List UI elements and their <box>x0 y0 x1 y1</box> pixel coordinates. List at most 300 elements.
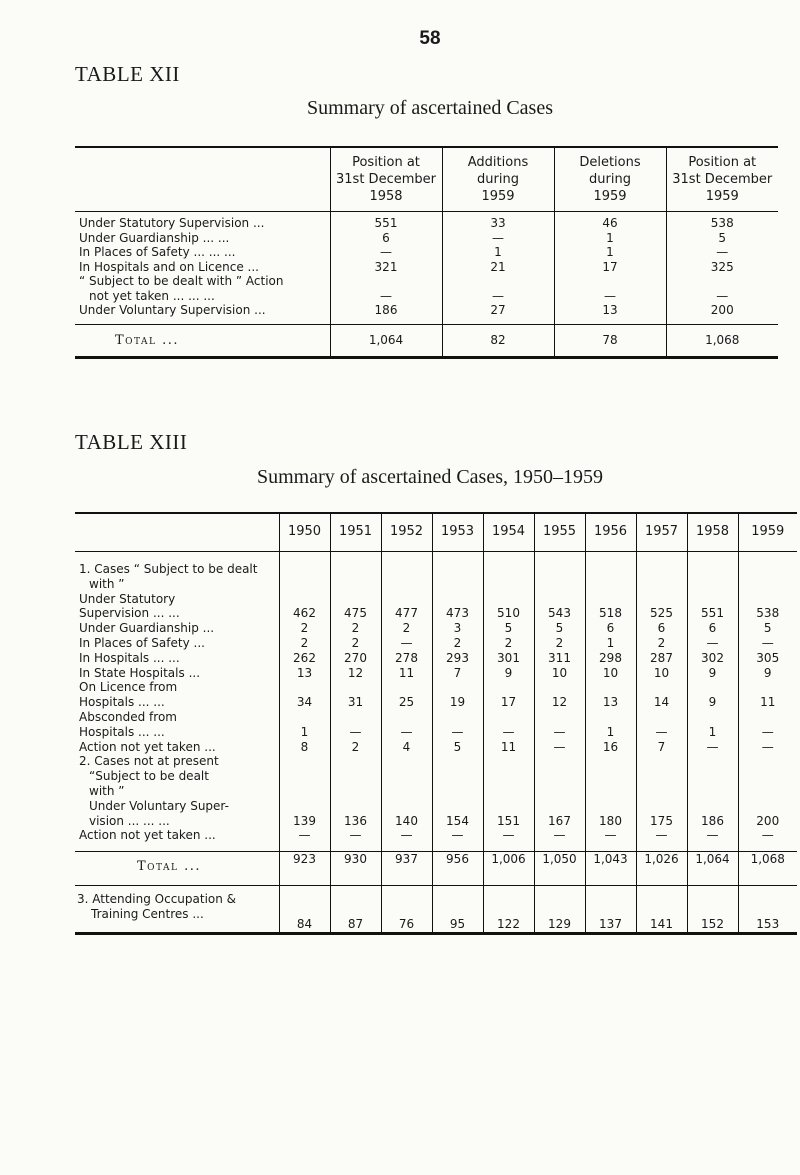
table-cell: 151 <box>483 814 534 829</box>
table-cell <box>738 710 797 725</box>
table-cell: 200 <box>666 303 778 324</box>
table-cell: 12 <box>330 666 381 681</box>
table-cell: 140 <box>381 814 432 829</box>
table-cell <box>279 799 330 814</box>
table-cell: 311 <box>534 651 585 666</box>
table-row <box>75 621 797 636</box>
row-label: not yet taken ... ... ... <box>89 288 215 303</box>
table-xii-total-label: Total ... <box>75 324 330 357</box>
table-cell: 305 <box>738 651 797 666</box>
table-cell <box>279 552 330 577</box>
table-cell: — <box>381 636 432 651</box>
table-xiii <box>75 512 797 935</box>
row-label: Under Voluntary Supervision ... <box>79 303 266 317</box>
table-cell: 1,043 <box>585 852 636 886</box>
table-row <box>75 680 797 695</box>
table-cell: 167 <box>534 814 585 829</box>
table-cell: 17 <box>483 695 534 710</box>
table-cell: 293 <box>432 651 483 666</box>
table-cell: — <box>330 245 442 260</box>
table-cell: 14 <box>636 695 687 710</box>
table-cell <box>432 577 483 592</box>
table-cell: 9 <box>483 666 534 681</box>
table-xii-label: TABLE XII <box>75 62 180 86</box>
table-cell: — <box>432 725 483 740</box>
table-cell: 200 <box>738 814 797 829</box>
table-cell <box>279 577 330 592</box>
table-cell <box>687 769 738 784</box>
table-cell <box>330 274 442 289</box>
table-cell <box>381 754 432 769</box>
row-label: In Places of Safety ... <box>79 635 205 650</box>
row-label: with ” <box>89 783 125 798</box>
table-cell: 129 <box>534 885 585 933</box>
table-cell <box>534 769 585 784</box>
table-cell <box>585 552 636 577</box>
table-xiii-total-row <box>75 852 797 886</box>
table-cell <box>687 680 738 695</box>
table-cell: 298 <box>585 651 636 666</box>
table-cell: 525 <box>636 606 687 621</box>
table-cell <box>534 754 585 769</box>
table-cell: — <box>666 289 778 304</box>
table-cell: — <box>279 828 330 851</box>
table-cell <box>687 577 738 592</box>
table-cell: 27 <box>442 303 554 324</box>
table-row <box>75 754 797 769</box>
table-cell: 186 <box>687 814 738 829</box>
table-cell: 1 <box>554 231 666 246</box>
table-row <box>75 260 778 275</box>
table-cell: — <box>738 636 797 651</box>
table-xii-header-row <box>75 147 778 212</box>
table-xii-header-blank <box>75 147 330 212</box>
table-cell: 10 <box>585 666 636 681</box>
table-cell: 2 <box>381 621 432 636</box>
table-cell <box>534 592 585 607</box>
table-xiii-attending-row <box>75 885 797 933</box>
table-cell: 10 <box>636 666 687 681</box>
row-label: In State Hospitals ... <box>79 665 201 680</box>
table-cell: 11 <box>738 695 797 710</box>
table-cell: 6 <box>687 621 738 636</box>
row-label: Under Statutory Supervision ... <box>79 216 265 230</box>
table-cell: — <box>534 725 585 740</box>
table-cell: — <box>534 828 585 851</box>
table-row <box>75 769 797 784</box>
table-row <box>75 636 797 651</box>
year-header: 1950 <box>279 513 330 552</box>
table-xii-header: Position at 31st December 1958 <box>330 147 442 212</box>
table-cell: 1 <box>554 245 666 260</box>
table-cell: 937 <box>381 852 432 886</box>
table-cell <box>432 592 483 607</box>
row-label: Action not yet taken ... <box>79 739 216 754</box>
table-cell: 5 <box>483 621 534 636</box>
table-cell: 477 <box>381 606 432 621</box>
table-cell: 7 <box>636 740 687 755</box>
table-cell: 3 <box>432 621 483 636</box>
table-row <box>75 828 797 851</box>
table-cell: 46 <box>554 212 666 231</box>
table-cell: 1,068 <box>666 324 778 357</box>
table-cell: 6 <box>330 231 442 246</box>
year-header: 1954 <box>483 513 534 552</box>
table-xiii-caption: Summary of ascertained Cases, 1950–1959 <box>256 466 604 488</box>
table-cell <box>636 710 687 725</box>
table-cell: 510 <box>483 606 534 621</box>
table-xiii-header-blank <box>75 513 279 552</box>
table-row <box>75 814 797 829</box>
year-header: 1957 <box>636 513 687 552</box>
row-label: “Subject to be dealt <box>89 769 209 784</box>
table-cell: 321 <box>330 260 442 275</box>
table-cell: 9 <box>687 695 738 710</box>
table-cell <box>585 577 636 592</box>
table-cell: — <box>554 289 666 304</box>
table-row <box>75 212 778 231</box>
row-label: Action not yet taken ... <box>79 828 216 843</box>
table-cell <box>330 799 381 814</box>
table-cell: 8 <box>279 740 330 755</box>
table-cell <box>636 552 687 577</box>
table-cell <box>738 769 797 784</box>
table-cell: — <box>330 828 381 851</box>
table-cell: 1,050 <box>534 852 585 886</box>
table-cell <box>636 799 687 814</box>
table-cell: 19 <box>432 695 483 710</box>
table-row <box>75 303 778 324</box>
table-row <box>75 606 797 621</box>
table-cell: 6 <box>585 621 636 636</box>
table-cell: — <box>381 725 432 740</box>
table-cell <box>738 592 797 607</box>
table-cell: 175 <box>636 814 687 829</box>
table-cell: 153 <box>738 885 797 933</box>
table-cell: 2 <box>330 740 381 755</box>
row-label: Hospitals ... ... <box>79 724 165 739</box>
year-header: 1951 <box>330 513 381 552</box>
row-label: Under Voluntary Super- <box>89 798 229 813</box>
table-cell <box>279 784 330 799</box>
table-cell: 21 <box>442 260 554 275</box>
table-cell: 538 <box>666 212 778 231</box>
table-cell <box>636 680 687 695</box>
year-header: 1952 <box>381 513 432 552</box>
table-row <box>75 784 797 799</box>
table-cell: 1,064 <box>687 852 738 886</box>
table-cell: 270 <box>330 651 381 666</box>
table-cell: — <box>666 245 778 260</box>
table-cell: 16 <box>585 740 636 755</box>
table-cell: 9 <box>738 666 797 681</box>
table-row <box>75 725 797 740</box>
table-xii-header: Deletions during 1959 <box>554 147 666 212</box>
table-cell <box>330 754 381 769</box>
table-cell: 462 <box>279 606 330 621</box>
table-row <box>75 799 797 814</box>
table-cell: 95 <box>432 885 483 933</box>
table-cell: — <box>585 828 636 851</box>
table-cell <box>738 754 797 769</box>
row-label: Hospitals ... ... <box>79 695 165 710</box>
table-cell <box>279 680 330 695</box>
table-xiii-attending-label: 3. Attending Occupation & Training Centres ... <box>75 885 279 933</box>
table-cell <box>279 754 330 769</box>
year-header: 1958 <box>687 513 738 552</box>
table-cell: 2 <box>432 636 483 651</box>
table-cell <box>585 680 636 695</box>
table-cell: 325 <box>666 260 778 275</box>
table-cell: 301 <box>483 651 534 666</box>
table-cell: 13 <box>279 666 330 681</box>
table-cell: — <box>687 740 738 755</box>
table-cell <box>738 680 797 695</box>
table-cell <box>432 680 483 695</box>
table-row <box>75 695 797 710</box>
table-cell <box>534 552 585 577</box>
table-cell: 4 <box>381 740 432 755</box>
table-cell <box>432 754 483 769</box>
table-cell <box>381 769 432 784</box>
table-cell <box>432 799 483 814</box>
table-cell: 87 <box>330 885 381 933</box>
row-label: On Licence from <box>79 680 178 695</box>
row-label: Supervision ... ... <box>79 606 180 621</box>
table-cell: 1 <box>585 636 636 651</box>
table-cell: — <box>483 725 534 740</box>
table-cell <box>330 577 381 592</box>
table-cell: 180 <box>585 814 636 829</box>
table-cell: — <box>738 725 797 740</box>
row-label: vision ... ... ... <box>89 813 170 828</box>
year-header: 1956 <box>585 513 636 552</box>
table-cell <box>432 784 483 799</box>
table-cell: — <box>432 828 483 851</box>
table-cell <box>442 274 554 289</box>
table-row <box>75 740 797 755</box>
table-cell <box>534 799 585 814</box>
row-label: In Places of Safety ... ... ... <box>79 245 236 259</box>
table-cell: 82 <box>442 324 554 357</box>
table-cell <box>483 552 534 577</box>
table-cell <box>585 754 636 769</box>
table-cell <box>330 680 381 695</box>
table-cell: 302 <box>687 651 738 666</box>
table-cell <box>534 784 585 799</box>
table-cell <box>483 680 534 695</box>
table-cell <box>483 754 534 769</box>
table-cell <box>636 577 687 592</box>
table-cell: 34 <box>279 695 330 710</box>
table-cell <box>687 799 738 814</box>
table-cell: — <box>381 828 432 851</box>
table-cell <box>585 592 636 607</box>
table-cell: 1,026 <box>636 852 687 886</box>
table-cell <box>666 274 778 289</box>
table-cell: 2 <box>330 621 381 636</box>
table-cell <box>483 769 534 784</box>
table-cell: 1 <box>442 245 554 260</box>
table-cell <box>483 799 534 814</box>
table-cell: 538 <box>738 606 797 621</box>
table-cell <box>330 592 381 607</box>
table-cell <box>330 710 381 725</box>
table-cell: — <box>442 231 554 246</box>
table-cell <box>585 799 636 814</box>
table-row <box>75 231 778 246</box>
table-cell: 152 <box>687 885 738 933</box>
table-cell <box>381 799 432 814</box>
table-cell: 139 <box>279 814 330 829</box>
table-row <box>75 245 778 260</box>
table-cell <box>483 577 534 592</box>
table-cell: 473 <box>432 606 483 621</box>
table-cell: — <box>687 636 738 651</box>
table-cell: — <box>636 725 687 740</box>
table-cell: 84 <box>279 885 330 933</box>
table-cell <box>381 710 432 725</box>
table-cell: 923 <box>279 852 330 886</box>
row-label: In Hospitals and on Licence ... <box>79 259 259 274</box>
table-cell <box>483 784 534 799</box>
table-cell: 1 <box>279 725 330 740</box>
table-cell <box>585 710 636 725</box>
table-cell: 13 <box>585 695 636 710</box>
table-cell: 5 <box>666 231 778 246</box>
page-number: 58 <box>419 28 441 49</box>
table-cell: 1,006 <box>483 852 534 886</box>
table-cell: 2 <box>279 621 330 636</box>
table-cell <box>483 592 534 607</box>
table-cell <box>432 552 483 577</box>
table-row <box>75 289 778 304</box>
table-cell: 76 <box>381 885 432 933</box>
row-label: Under Statutory <box>79 591 176 606</box>
table-cell <box>636 784 687 799</box>
table-cell <box>534 710 585 725</box>
table-cell <box>381 577 432 592</box>
table-row <box>75 710 797 725</box>
row-label: In Hospitals ... ... <box>79 650 180 665</box>
table-cell <box>279 769 330 784</box>
table-cell: 17 <box>554 260 666 275</box>
table-row <box>75 274 778 289</box>
table-cell: 7 <box>432 666 483 681</box>
table-cell <box>738 784 797 799</box>
table-cell: 1 <box>687 725 738 740</box>
table-cell <box>534 577 585 592</box>
table-cell <box>330 784 381 799</box>
row-label: 2. Cases not at present <box>79 754 219 769</box>
table-cell <box>279 592 330 607</box>
table-cell: 278 <box>381 651 432 666</box>
table-row <box>75 592 797 607</box>
table-cell <box>279 710 330 725</box>
row-label: Under Guardianship ... <box>79 621 215 636</box>
table-cell: 551 <box>330 212 442 231</box>
table-cell: 1,068 <box>738 852 797 886</box>
table-cell: 2 <box>636 636 687 651</box>
table-row <box>75 552 797 577</box>
table-cell: 31 <box>330 695 381 710</box>
table-cell: — <box>534 740 585 755</box>
table-cell <box>381 784 432 799</box>
table-cell <box>687 710 738 725</box>
table-xii <box>75 146 778 359</box>
table-cell <box>687 784 738 799</box>
table-cell <box>381 552 432 577</box>
table-xii-header: Additions during 1959 <box>442 147 554 212</box>
table-cell: 2 <box>330 636 381 651</box>
table-cell: 136 <box>330 814 381 829</box>
row-label: “ Subject to be dealt with ” Action <box>79 274 284 288</box>
table-cell: 10 <box>534 666 585 681</box>
table-cell <box>432 769 483 784</box>
table-cell: 78 <box>554 324 666 357</box>
row-label: Under Guardianship ... ... <box>79 230 230 245</box>
table-cell: — <box>483 828 534 851</box>
table-cell: 33 <box>442 212 554 231</box>
table-xii-total-row <box>75 324 778 357</box>
row-label: with ” <box>89 576 125 591</box>
table-cell: 5 <box>432 740 483 755</box>
table-cell: — <box>687 828 738 851</box>
table-cell: 13 <box>554 303 666 324</box>
table-xii-caption: Summary of ascertained Cases <box>306 97 554 119</box>
table-cell: 11 <box>483 740 534 755</box>
table-cell: 141 <box>636 885 687 933</box>
table-cell: 2 <box>483 636 534 651</box>
table-cell: 930 <box>330 852 381 886</box>
table-cell <box>534 680 585 695</box>
table-cell: 154 <box>432 814 483 829</box>
table-cell: 2 <box>279 636 330 651</box>
row-label: Absconded from <box>79 709 177 724</box>
table-cell: 518 <box>585 606 636 621</box>
table-cell <box>738 799 797 814</box>
table-cell <box>330 552 381 577</box>
table-xii-header: Position at 31st December 1959 <box>666 147 778 212</box>
table-cell: 5 <box>738 621 797 636</box>
table-cell <box>432 710 483 725</box>
table-cell <box>585 769 636 784</box>
table-cell: 2 <box>534 636 585 651</box>
table-cell: 122 <box>483 885 534 933</box>
table-cell <box>636 769 687 784</box>
table-cell: 6 <box>636 621 687 636</box>
table-cell <box>687 592 738 607</box>
table-cell: — <box>738 740 797 755</box>
table-cell <box>381 680 432 695</box>
table-cell: — <box>442 289 554 304</box>
table-cell: 543 <box>534 606 585 621</box>
table-cell <box>585 784 636 799</box>
table-cell <box>738 577 797 592</box>
table-xiii-header-row <box>75 513 797 552</box>
table-cell: 12 <box>534 695 585 710</box>
table-cell: 5 <box>534 621 585 636</box>
table-cell <box>381 592 432 607</box>
year-header: 1953 <box>432 513 483 552</box>
table-cell: — <box>330 289 442 304</box>
table-cell <box>554 274 666 289</box>
table-cell: 186 <box>330 303 442 324</box>
table-cell: — <box>738 828 797 851</box>
table-cell <box>636 754 687 769</box>
table-cell <box>687 552 738 577</box>
year-header: 1955 <box>534 513 585 552</box>
